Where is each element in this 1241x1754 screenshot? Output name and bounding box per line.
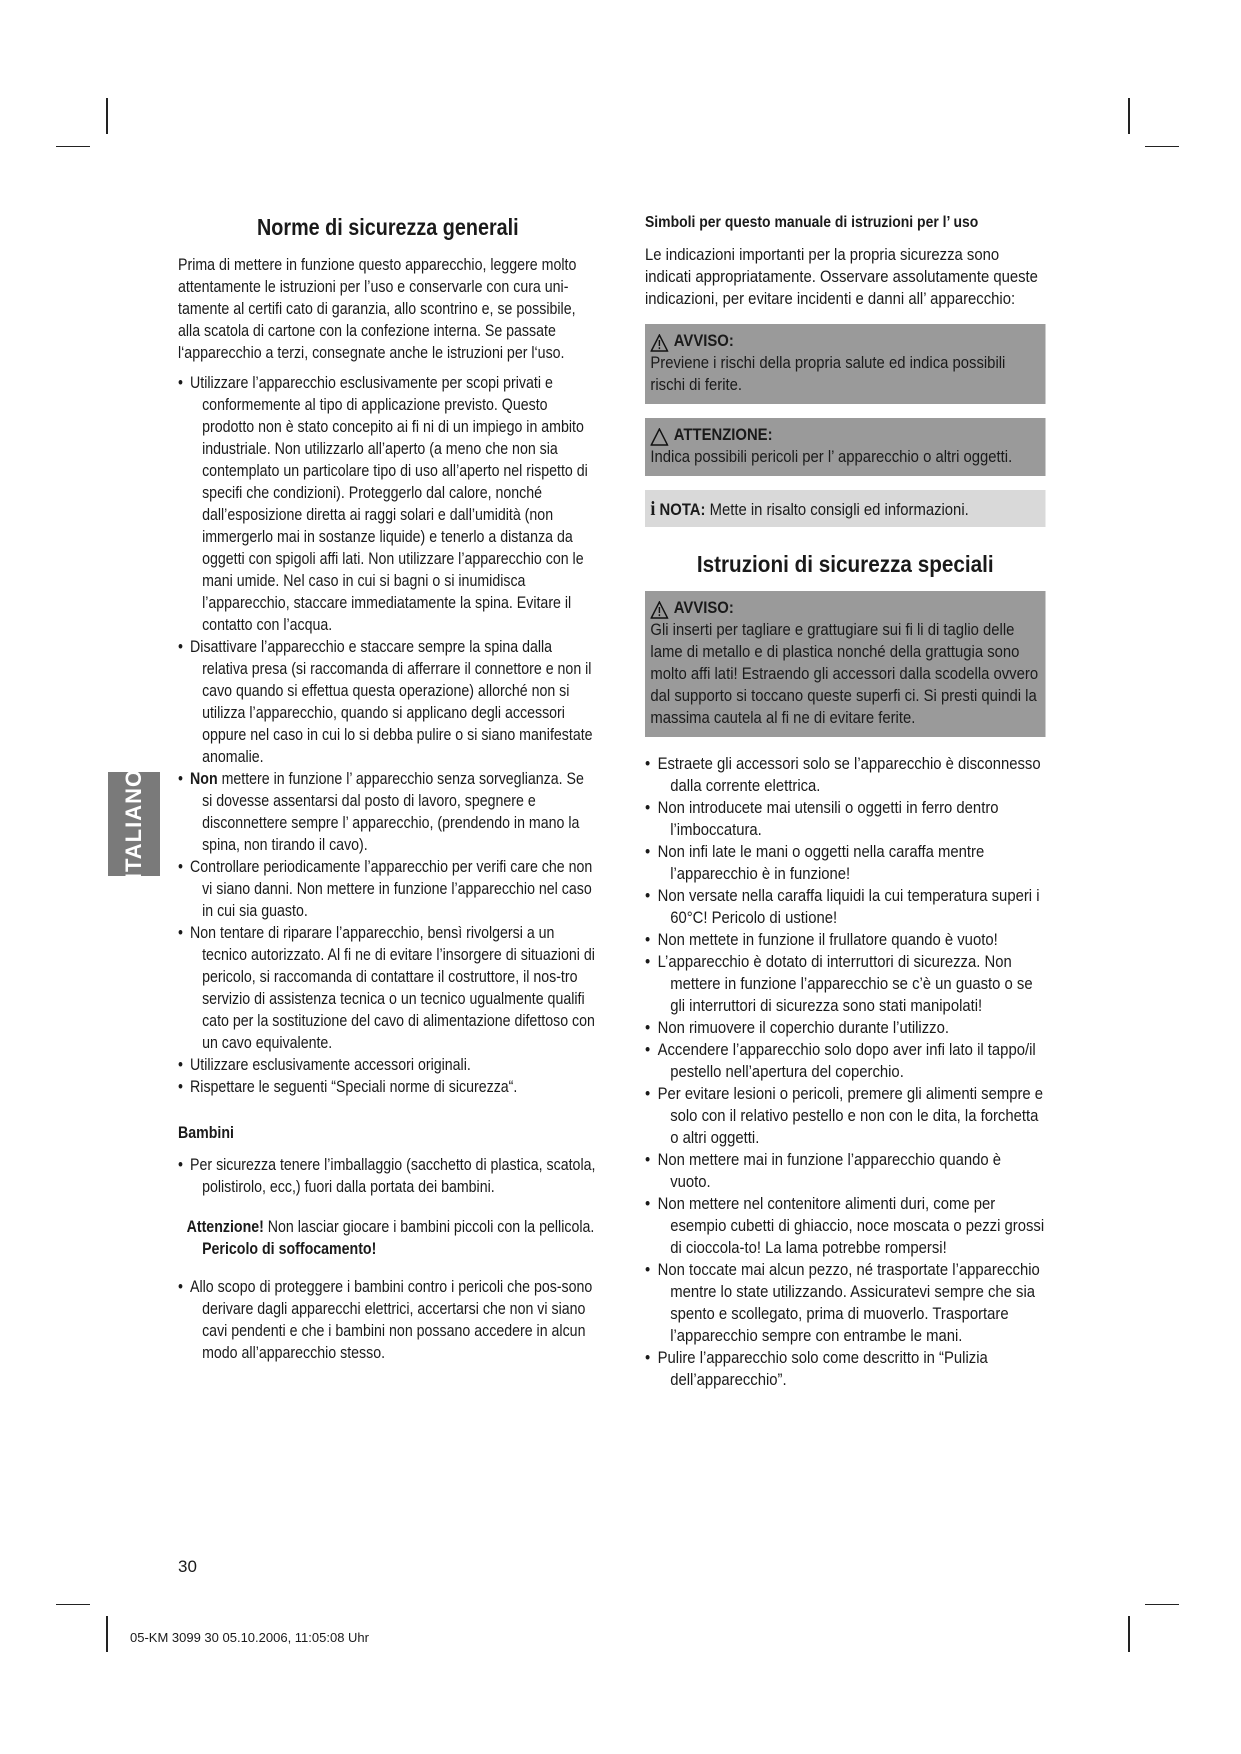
list-item: • Non introducete mai utensili o oggetti in ferro dentro l’imboccatura. [645, 797, 1046, 841]
list-item: • Disattivare l’apparecchio e staccare sempre la spina dalla relativa presa (si raccomanda di afferrare il connettore e non il cavo quando si effettua questa operazione) allorché non si utilizza l’apparecchio, quando si applicano degli accessori oppure nel caso in cui lo si debba pulire o si siano manifestate anomalie. [178, 636, 598, 768]
nota-box [645, 490, 1046, 527]
list-item: • Non infi late le mani o oggetti nella caraffa mentre l’apparecchio è in funzione! [645, 841, 1046, 885]
list-item [178, 768, 598, 856]
list-item: • Controllare periodicamente l’apparecchio per verifi care che non vi siano danni. Non mettere in funzione l’apparecchio nel caso in cui sia guasto. [178, 856, 598, 922]
attenzione-box [645, 418, 1046, 476]
left-column [178, 212, 598, 1364]
right-column [645, 212, 1046, 1391]
crop-mark [1128, 98, 1130, 134]
symbols-intro: Le indicazioni importanti per la propria sicurezza sono indicati appropriatamente. Osservare assolutamente queste indicazioni, per evitare incidenti e danni all’ apparecchio: [645, 246, 1038, 308]
crop-mark [56, 1604, 90, 1605]
special-safety-list [645, 753, 1046, 1391]
list-item: • Non versate nella caraffa liquidi la cui temperatura superi i 60°C! Pericolo di ustione! [645, 885, 1046, 929]
general-safety-title: Norme di sicurezza generali [257, 214, 519, 240]
bold-word: Non [190, 770, 218, 788]
attention-note [187, 1216, 598, 1260]
list-item: • Rispettare le seguenti “Speciali norme di sicurezza“. [178, 1076, 598, 1098]
warning-icon [650, 334, 668, 352]
crop-mark [1145, 1604, 1179, 1605]
list-item: • Non rimuovere il coperchio durante l’utilizzo. [645, 1017, 1046, 1039]
intro-paragraph: Prima di mettere in funzione questo apparecchio, leggere molto attentamente le istruzioni per l’uso e conservarle con cura uni-tamente al certifi cato di garanzia, allo scontrino e, se possibile, alla scatola di cartone con la confezione interna. Se passate l‘apparecchio a terzi, consegnate anche le istruzioni per l‘uso. [178, 256, 577, 362]
list-item: • Accendere l’apparecchio solo dopo aver infi lato il tappo/il pestello nell’apertura del coperchio. [645, 1039, 1046, 1083]
nota-text: Mette in risalto consigli ed informazioni. [705, 501, 969, 519]
list-item: • Per sicurezza tenere l’imballaggio (sacchetto di plastica, scatola, polistirolo, ecc,) fuori dalla portata dei bambini. [178, 1154, 598, 1198]
crop-mark [106, 1616, 108, 1652]
children-heading: Bambini [178, 1124, 234, 1142]
attention-label: Attenzione! [186, 1218, 264, 1236]
list-item: • Allo scopo di proteggere i bambini contro i pericoli che pos-sono derivare dagli apparecchi elettrici, accertarsi che non vi siano cavi pendenti e che i bambini non possano accedere in alcun modo all’apparecchio stesso. [178, 1276, 598, 1364]
list-item: • Non mettere nel contenitore alimenti duri, come per esempio cubetti di ghiaccio, noce moscata o pezzi grossi di cioccola-to! La lama potrebbe rompersi! [645, 1193, 1046, 1259]
nota-label: NOTA: [659, 501, 706, 519]
attenzione-heading [650, 424, 1040, 446]
list-item: • Non mettere mai in funzione l’apparecchio quando è vuoto. [645, 1149, 1046, 1193]
crop-mark [1145, 146, 1179, 147]
avviso-label: AVVISO: [673, 332, 734, 350]
crop-mark [106, 98, 108, 134]
suffocation-warning: Pericolo di soffocamento! [202, 1240, 377, 1258]
info-icon: i [650, 498, 656, 520]
avviso-heading [650, 330, 1040, 352]
attenzione-label: ATTENZIONE: [673, 426, 773, 444]
symbols-heading: Simboli per questo manuale di istruzioni per l’ uso [645, 214, 979, 231]
avviso-box [645, 324, 1046, 404]
children-list [178, 1154, 598, 1198]
page-number: 30 [178, 1557, 197, 1576]
language-tab-label: ITALIANO [121, 768, 146, 880]
avviso-text: Previene i rischi della propria salute ed indica possibili rischi di ferite. [650, 354, 1006, 394]
list-item-text: mettere in funzione l’ apparecchio senza sorveglianza. Se si dovesse assentarsi dal posto di lavoro, spegnere e disconnettere sempre l’ apparecchio, (prendendo in mano la spina, non tirando il cavo). [202, 770, 584, 854]
list-item: • Estraete gli accessori solo se l’apparecchio è disconnesso dalla corrente elettrica. [645, 753, 1046, 797]
crop-mark [56, 146, 90, 147]
warning-icon [650, 601, 668, 619]
list-item: • Per evitare lesioni o pericoli, premere gli alimenti sempre e solo con il relativo pestello e non con le dita, la forchetta o altri oggetti. [645, 1083, 1046, 1149]
list-item: • Non mettete in funzione il frullatore quando è vuoto! [645, 929, 1046, 951]
attenzione-text: Indica possibili pericoli per l’ apparecchio o altri oggetti. [650, 448, 1013, 466]
children-list-2 [178, 1276, 598, 1364]
attention-text: Non lasciar giocare i bambini piccoli con la pellicola. [263, 1218, 595, 1236]
list-item: • Pulire l’apparecchio solo come descritto in “Pulizia dell’apparecchio”. [645, 1347, 1046, 1391]
avviso-special-text: Gli inserti per tagliare e grattugiare sui fi li di taglio delle lame di metallo e di plastica nonché della grattugia sono molto affi lati! Estraendo gli accessori dalla scodella ovvero dal supporto si toccano queste superfi ci. Si presti quindi la massima cautela al fi ne di evitare ferite. [650, 621, 1039, 727]
print-footer: 05-KM 3099 30 05.10.2006, 11:05:08 Uhr [130, 1630, 369, 1645]
avviso-special-box [645, 591, 1046, 737]
crop-mark [1128, 1616, 1130, 1652]
avviso-special-heading [650, 597, 1040, 619]
avviso-special-label: AVVISO: [673, 599, 734, 617]
list-item: • Non toccate mai alcun pezzo, né trasportate l’apparecchio mentre lo state utilizzando. Assicuratevi sempre che sia spento e scollegato, prima di muoverlo. Trasportare l’apparecchio sempre con entrambe le mani. [645, 1259, 1046, 1347]
special-safety-title: Istruzioni di sicurezza speciali [696, 551, 994, 577]
list-item: • Utilizzare l’apparecchio esclusivamente per scopi privati e conformemente al tipo di applicazione previsto. Questo prodotto non è stato concepito ai fi ni di un impiego in ambito industriale. Non utilizzarlo all’aperto (a meno che non sia contemplato un particolare tipo di uso all’aperto nel rispetto di specifi che condizioni). Proteggerlo dal calore, nonché dall’esposizione diretta ai raggi solari e dall’umidità (non immergerlo mai in sostanze liquide) e tenerlo a distanza da oggetti con spigoli affi lati. Non utilizzare l’apparecchio con le mani umide. Nel caso in cui si bagni o si inumidisca l’apparecchio, staccare immediatamente la spina. Evitare il contatto con l’acqua. [178, 372, 598, 636]
general-safety-list [178, 372, 598, 1098]
list-item: • Utilizzare esclusivamente accessori originali. [178, 1054, 598, 1076]
caution-icon [650, 428, 668, 446]
language-tab [108, 768, 160, 880]
list-item: • Non tentare di riparare l’apparecchio, bensì rivolgersi a un tecnico autorizzato. Al fi ne di evitare l’insorgere di situazioni di pericolo, si raccomanda di contattare il costruttore, il nos-tro servizio di assistenza tecnica o un tecnico ugualmente qualifi cato per la sostituzione del cavo di alimentazione difettoso con un cavo equivalente. [178, 922, 598, 1054]
list-item: • L’apparecchio è dotato di interruttori di sicurezza. Non mettere in funzione l’apparecchio se c’è un guasto o se gli interruttori di sicurezza sono stati manipolati! [645, 951, 1046, 1017]
